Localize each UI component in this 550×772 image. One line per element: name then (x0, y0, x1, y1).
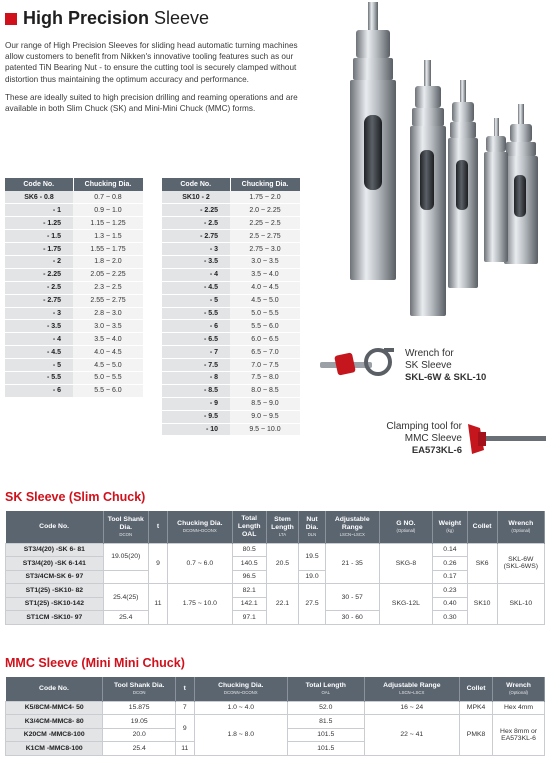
table-row (162, 268, 300, 281)
nut-cell: 19.5 (299, 543, 326, 570)
chucking-dia-cell: 2.05 ~ 2.25 (73, 268, 143, 281)
wrench-header-label: Wrench (506, 681, 531, 689)
t-cell: 9 (148, 543, 167, 584)
table-row (162, 204, 300, 217)
column-header-chucking-dia: Chucking Dia. (230, 178, 300, 191)
code-cell: - 1.5 (5, 230, 73, 243)
table-row (162, 255, 300, 268)
code-cell: K3/4CM-MMC8- 80 (6, 715, 103, 729)
chucking-dia-cell: 2.75 ~ 3.0 (230, 243, 300, 256)
wrench-caption (405, 348, 486, 384)
table-row (162, 281, 300, 294)
chucking-dia-cell: 3.5 ~ 4.0 (73, 333, 143, 346)
collet-cell: MPK4 (459, 701, 492, 715)
table-row (5, 243, 143, 256)
mmc-sleeve-table (5, 677, 545, 756)
code-cell: - 9.5 (162, 410, 230, 423)
chuck-header-label: Chucking Dia. (218, 681, 264, 689)
stem-cell: 20.5 (266, 543, 298, 584)
nut-header-label: Nut Dia. (305, 515, 319, 531)
code-cell: - 2.75 (5, 294, 73, 307)
code-cell: - 4 (5, 333, 73, 346)
column-header-t: t (175, 677, 194, 701)
chucking-dia-cell: 5.5 ~ 6.0 (230, 320, 300, 333)
shank-header-sub: DCON (132, 689, 146, 695)
chucking-dia-cell: 7.0 ~ 7.5 (230, 359, 300, 372)
wrench-code: SKL-6W & SKL-10 (405, 372, 487, 383)
chucking-dia-cell: 6.5 ~ 7.0 (230, 346, 300, 359)
table-row (162, 307, 300, 320)
sk10-chucking-table (162, 178, 301, 436)
code-cell: ST1CM -SK10- 97 (6, 611, 104, 625)
shank-cell: 15.875 (103, 701, 176, 715)
total-length-cell: 101.5 (287, 728, 364, 742)
table-row (6, 701, 545, 715)
sleeve-small (504, 104, 538, 264)
range-header-label: Adjustable Range (334, 515, 370, 531)
gno-cell: SKG-12L (379, 584, 433, 625)
collet-cell: SK10 (467, 584, 497, 625)
table-row (5, 268, 143, 281)
nut-cell: 27.5 (299, 584, 326, 625)
intro-paragraph-2: These are ideally suited to high precision drilling and reaming operations and are available in both Slim Chuck (SK) and Mini-Mini Chuck (MMC) forms. (5, 92, 298, 114)
t-cell: 11 (148, 584, 167, 625)
code-cell: SK6 - 0.8 (5, 191, 73, 204)
stem-header-label: Stem Length (271, 515, 294, 531)
column-header-total-length (287, 677, 364, 701)
sleeve-medium-1 (410, 60, 446, 316)
code-cell: - 4 (162, 268, 230, 281)
mmc-section-title: MMC Sleeve (Mini Mini Chuck) (5, 656, 185, 670)
intro-text (5, 40, 301, 121)
weight-cell: 0.23 (433, 584, 467, 598)
chucking-dia-cell: 6.0 ~ 6.5 (230, 333, 300, 346)
code-cell: - 6 (5, 384, 73, 397)
total-length-cell: 101.5 (287, 742, 364, 756)
code-cell: - 5 (162, 294, 230, 307)
chucking-dia-cell: 2.3 ~ 2.5 (73, 281, 143, 294)
chucking-dia-cell: 1.75 ~ 2.0 (230, 191, 300, 204)
title-light: Sleeve (154, 8, 210, 28)
column-header-shank (103, 511, 148, 543)
code-cell: - 5.5 (162, 307, 230, 320)
clamp-caption-line-2: MMC Sleeve (404, 433, 462, 444)
shank-cell: 20.0 (103, 728, 176, 742)
chucking-dia-cell: 3.5 ~ 4.0 (230, 268, 300, 281)
code-cell: - 3 (162, 243, 230, 256)
table-row (5, 371, 143, 384)
column-header-total-length: Total Length OAL (232, 511, 266, 543)
table-row (162, 333, 300, 346)
table-row (162, 294, 300, 307)
chucking-dia-cell: 1.3 ~ 1.5 (73, 230, 143, 243)
t-cell: 11 (175, 742, 194, 756)
product-photo (300, 0, 550, 330)
table-row (162, 346, 300, 359)
code-cell: - 4.5 (5, 346, 73, 359)
code-cell: - 1.25 (5, 217, 73, 230)
weight-cell: 0.26 (433, 557, 467, 571)
column-header-collet: Collet (459, 677, 492, 701)
column-header-t: t (148, 511, 167, 543)
clamping-tool-image (462, 420, 548, 460)
chucking-dia-cell: 5.5 ~ 6.0 (73, 384, 143, 397)
code-cell: - 2.5 (5, 281, 73, 294)
sleeve-large (350, 2, 396, 280)
sleeve-back (484, 118, 508, 262)
shank-header-label: Tool Shank Dia. (113, 681, 165, 689)
total-header-label: Total Length (305, 681, 346, 689)
table-row (162, 410, 300, 423)
wrench-cell: SKL-6W (SKL-6WS) (497, 543, 544, 584)
code-cell: - 6.5 (162, 333, 230, 346)
stem-cell: 22.1 (266, 584, 298, 625)
chuck-header-label: Chucking Dia. (177, 519, 223, 527)
code-cell: ST3/4CM-SK 6- 97 (6, 570, 104, 584)
code-cell: - 5.5 (5, 371, 73, 384)
table-row (162, 217, 300, 230)
chucking-cell: 1.75 ~ 10.0 (168, 584, 232, 625)
weight-header-label: Weight (438, 519, 462, 527)
code-cell: - 1 (5, 204, 73, 217)
column-header-stem (266, 511, 298, 543)
column-header-range (325, 511, 379, 543)
table-row (162, 230, 300, 243)
title-marker (5, 13, 17, 25)
table-row (5, 191, 143, 204)
chucking-dia-cell: 9.5 ~ 10.0 (230, 423, 300, 436)
code-cell: - 7 (162, 346, 230, 359)
chuck-header-sub: DCONN~DCONX (223, 689, 258, 695)
column-header-chucking (168, 511, 232, 543)
code-cell: ST3/4(20) -SK 6- 81 (6, 543, 104, 557)
sk-sleeve-table (5, 511, 545, 625)
chucking-dia-cell: 2.0 ~ 2.25 (230, 204, 300, 217)
weight-cell: 0.17 (433, 570, 467, 584)
column-header-collet: Collet (467, 511, 497, 543)
chucking-dia-cell: 4.0 ~ 4.5 (73, 346, 143, 359)
chucking-dia-cell: 1.55 ~ 1.75 (73, 243, 143, 256)
range-header-sub: LSCN~LSCX (399, 689, 425, 695)
total-length-cell: 97.1 (232, 611, 266, 625)
wrench-cell: SKL-10 (497, 584, 544, 625)
column-header-chucking-dia: Chucking Dia. (73, 178, 143, 191)
wrench-image (318, 340, 408, 390)
chucking-dia-cell: 8.5 ~ 9.0 (230, 397, 300, 410)
table-row (162, 191, 300, 204)
code-cell: K1CM -MMC8-100 (6, 742, 103, 756)
shank-cell: 25.4 (103, 611, 148, 625)
table-row (162, 359, 300, 372)
range-cell: 30 - 60 (325, 611, 379, 625)
total-length-cell: 140.5 (232, 557, 266, 571)
code-cell: - 3.5 (5, 320, 73, 333)
chucking-cell: 1.8 ~ 8.0 (194, 715, 287, 756)
shank-header-sub: DCON (119, 531, 133, 537)
range-cell: 22 ~ 41 (364, 715, 459, 756)
table-row (5, 307, 143, 320)
code-cell: - 7.5 (162, 359, 230, 372)
table-row (162, 384, 300, 397)
range-cell: 30 - 57 (325, 584, 379, 611)
column-header-wrench (497, 511, 544, 543)
shank-cell: 19.05(20) (103, 543, 148, 570)
code-cell: - 3 (5, 307, 73, 320)
column-header-chucking (194, 677, 287, 701)
code-cell: - 2.25 (162, 204, 230, 217)
weight-cell: 0.40 (433, 597, 467, 611)
range-cell: 16 ~ 24 (364, 701, 459, 715)
table-row (5, 359, 143, 372)
code-cell: - 8.5 (162, 384, 230, 397)
code-cell: ST1(25) -SK10-142 (6, 597, 104, 611)
page-title (5, 8, 209, 29)
collet-cell: SK6 (467, 543, 497, 584)
table-row (6, 543, 545, 557)
code-cell: - 6 (162, 320, 230, 333)
table-row (5, 346, 143, 359)
chucking-dia-cell: 9.0 ~ 9.5 (230, 410, 300, 423)
weight-cell: 0.30 (433, 611, 467, 625)
weight-cell: 0.14 (433, 543, 467, 557)
chucking-dia-cell: 5.0 ~ 5.5 (73, 371, 143, 384)
chucking-dia-cell: 1.15 ~ 1.25 (73, 217, 143, 230)
code-cell: - 4.5 (162, 281, 230, 294)
table-row (5, 204, 143, 217)
code-cell: - 9 (162, 397, 230, 410)
chucking-dia-cell: 3.0 ~ 3.5 (73, 320, 143, 333)
wrench-caption-line-2: SK Sleeve (405, 360, 452, 371)
chucking-dia-cell: 3.0 ~ 3.5 (230, 255, 300, 268)
chucking-dia-cell: 0.7 ~ 0.8 (73, 191, 143, 204)
total-length-cell: 80.5 (232, 543, 266, 557)
wrench-header-sub: (Optional) (511, 527, 531, 533)
sk6-chucking-table (5, 178, 144, 398)
shank-cell: 19.05 (103, 715, 176, 729)
code-cell: ST3/4(20) -SK 6-141 (6, 557, 104, 571)
code-cell: - 2.25 (5, 268, 73, 281)
gno-header-sub: (Optional) (396, 527, 416, 533)
clamping-tool-caption (366, 421, 462, 457)
chucking-dia-cell: 0.9 ~ 1.0 (73, 204, 143, 217)
sk-section-title: SK Sleeve (Slim Chuck) (5, 490, 146, 504)
range-header-label: Adjustable Range (383, 681, 441, 689)
chucking-dia-cell: 2.5 ~ 2.75 (230, 230, 300, 243)
shank-cell: 25.4(25) (103, 584, 148, 611)
range-header-sub: LSCN~LSCX (339, 531, 365, 537)
code-cell: - 1.75 (5, 243, 73, 256)
shank-cell (103, 570, 148, 584)
total-length-cell: 82.1 (232, 584, 266, 598)
total-header-sub: OAL (321, 689, 331, 695)
range-cell: 21 - 35 (325, 543, 379, 584)
total-length-cell: 81.5 (287, 715, 364, 729)
table-row (5, 255, 143, 268)
title-bold: High Precision (23, 8, 150, 28)
chuck-header-sub: DCONN~DCONX (182, 527, 217, 533)
t-cell: 7 (175, 701, 194, 715)
total-length-cell: 142.1 (232, 597, 266, 611)
wrench-header-label: Wrench (508, 519, 534, 527)
table-row (5, 281, 143, 294)
gno-cell: SKG-8 (379, 543, 433, 584)
table-row (162, 243, 300, 256)
column-header-range (364, 677, 459, 701)
table-row (162, 371, 300, 384)
code-cell: - 2.5 (162, 217, 230, 230)
chucking-dia-cell: 4.0 ~ 4.5 (230, 281, 300, 294)
nut-cell: 19.0 (299, 570, 326, 584)
sleeves-illustration (300, 0, 550, 330)
chucking-dia-cell: 2.25 ~ 2.5 (230, 217, 300, 230)
intro-paragraph-1: Our range of High Precision Sleeves for sliding head automatic turning machines allow customers to benefit from Nikken's innovative tooling features such as our patented TiN Bearing Nut - to ensure the cutting tool is securely clamped without distortion thus maintaining the optimum accuracy and performance. (5, 41, 298, 84)
chucking-dia-cell: 2.8 ~ 3.0 (73, 307, 143, 320)
column-header-wrench (493, 677, 545, 701)
table-row (5, 294, 143, 307)
shank-header-label: Tool Shank Dia. (107, 515, 144, 531)
column-header-code: Code No. (5, 178, 73, 191)
table-row (5, 384, 143, 397)
code-cell: ST1(25) -SK10- 82 (6, 584, 104, 598)
table-row (6, 715, 545, 729)
chucking-dia-cell: 5.0 ~ 5.5 (230, 307, 300, 320)
stem-header-sub: LTA (278, 531, 287, 537)
code-cell: - 10 (162, 423, 230, 436)
code-cell: - 3.5 (162, 255, 230, 268)
t-cell: 9 (175, 715, 194, 742)
chucking-dia-cell: 7.5 ~ 8.0 (230, 371, 300, 384)
code-cell: - 2 (5, 255, 73, 268)
table-row (5, 320, 143, 333)
code-cell: SK10 - 2 (162, 191, 230, 204)
table-row (5, 230, 143, 243)
nut-header-sub: DLN (307, 531, 317, 537)
code-cell: - 2.75 (162, 230, 230, 243)
total-length-cell: 52.0 (287, 701, 364, 715)
table-row (5, 333, 143, 346)
code-cell: - 5 (5, 359, 73, 372)
wrench-header-sub: (Optional) (509, 689, 528, 695)
chucking-cell: 1.0 ~ 4.0 (194, 701, 287, 715)
table-row (162, 320, 300, 333)
column-header-weight (433, 511, 467, 543)
chucking-cell: 0.7 ~ 6.0 (168, 543, 232, 584)
column-header-code: Code No. (162, 178, 230, 191)
column-header-code: Code No. (6, 511, 104, 543)
clamp-code: EA573KL-6 (411, 445, 462, 456)
wrench-cell: Hex 4mm (493, 701, 545, 715)
table-row (5, 217, 143, 230)
column-header-shank (103, 677, 176, 701)
chucking-dia-cell: 1.8 ~ 2.0 (73, 255, 143, 268)
chucking-dia-cell: 4.5 ~ 5.0 (230, 294, 300, 307)
total-length-cell: 96.5 (232, 570, 266, 584)
table-row (162, 423, 300, 436)
chucking-dia-cell: 4.5 ~ 5.0 (73, 359, 143, 372)
column-header-code: Code No. (6, 677, 103, 701)
gno-header-label: G NO. (396, 519, 416, 527)
sleeve-medium-2 (448, 80, 478, 288)
chucking-dia-cell: 8.0 ~ 8.5 (230, 384, 300, 397)
wrench-caption-line-1: Wrench for (405, 348, 454, 359)
table-row (6, 584, 545, 598)
code-cell: K20CM -MMC8-100 (6, 728, 103, 742)
clamp-caption-line-1: Clamping tool for (386, 421, 462, 432)
collet-cell: PMK8 (459, 715, 492, 756)
code-cell: - 8 (162, 371, 230, 384)
table-row (162, 397, 300, 410)
wrench-cell: Hex 8mm or EA573KL-6 (493, 715, 545, 756)
code-cell: K5/8CM-MMC4- 50 (6, 701, 103, 715)
chucking-dia-cell: 2.55 ~ 2.75 (73, 294, 143, 307)
shank-cell: 25.4 (103, 742, 176, 756)
column-header-gno (379, 511, 433, 543)
weight-header-sub: (kg) (446, 527, 454, 533)
column-header-nut (299, 511, 326, 543)
